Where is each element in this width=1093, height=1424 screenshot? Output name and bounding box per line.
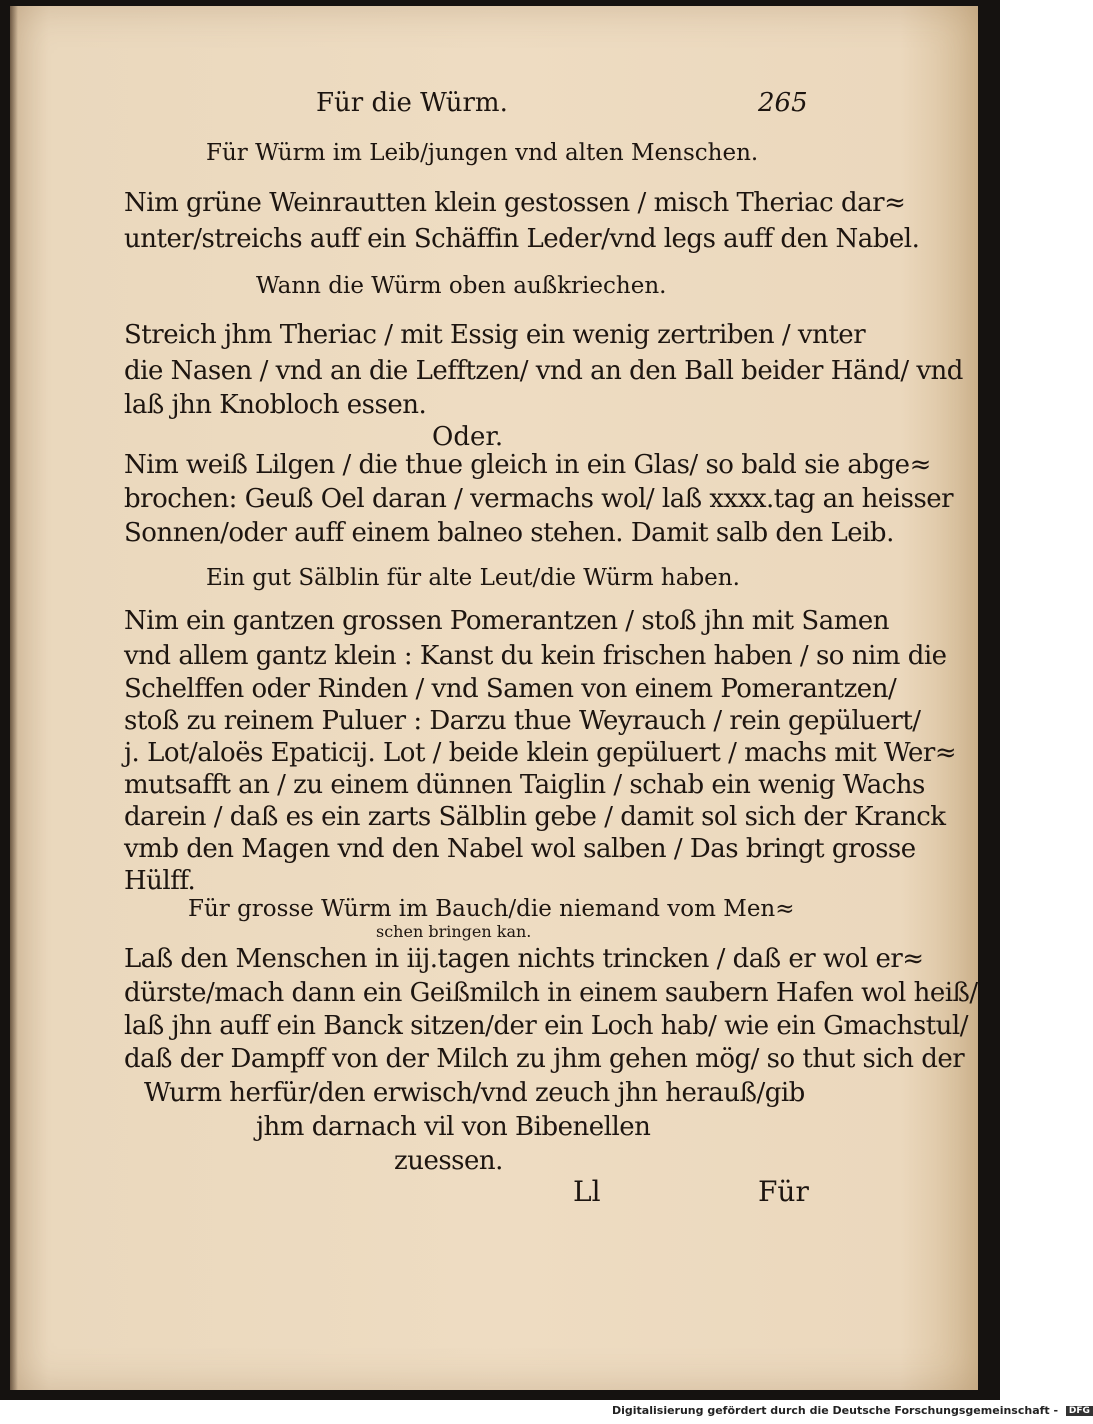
- section-heading-3: Oder.: [432, 422, 504, 452]
- body-line: Nim grüne Weinrautten klein gestossen / misch Theriac dar≈: [124, 188, 906, 218]
- catchword: Für: [758, 1175, 809, 1208]
- body-line: laß jhn Knobloch essen.: [124, 390, 427, 420]
- body-line: daß der Dampff von der Milch zu jhm gehen mög/ so thut sich der: [124, 1044, 965, 1074]
- section-heading-5-cont: schen bringen kan.: [376, 922, 532, 941]
- section-heading-5: Für grosse Würm im Bauch/die niemand vom Men≈: [188, 896, 795, 922]
- section-heading-4: Ein gut Sälblin für alte Leut/die Würm haben.: [206, 565, 740, 591]
- body-line: j. Lot/aloës Epaticij. Lot / beide klein gepüluert / machs mit Wer≈: [124, 738, 957, 768]
- page-gutter: [10, 6, 18, 1390]
- body-line: mutsafft an / zu einem dünnen Taiglin / schab ein wenig Wachs: [124, 770, 925, 800]
- body-line: vmb den Magen vnd den Nabel wol salben / Das bringt grosse: [124, 834, 916, 864]
- page-number: 265: [758, 88, 808, 118]
- body-line: vnd allem gantz klein : Kanst du kein frischen haben / so nim die: [124, 641, 947, 671]
- body-line: Wurm herfür/den erwisch/vnd zeuch jhn herauß/gib: [144, 1078, 805, 1108]
- body-line: Hülff.: [124, 866, 196, 896]
- section-heading-1: Für Würm im Leib/jungen vnd alten Menschen.: [206, 140, 759, 166]
- section-heading-2: Wann die Würm oben außkriechen.: [256, 273, 667, 299]
- body-line: zuessen.: [394, 1146, 503, 1176]
- body-line: brochen: Geuß Oel daran / vermachs wol/ laß xxxx.tag an heisser: [124, 484, 954, 514]
- body-line: die Nasen / vnd an die Lefftzen/ vnd an den Ball beider Händ/ vnd: [124, 356, 963, 386]
- body-line: Schelffen oder Rinden / vnd Samen von einem Pomerantzen/: [124, 674, 897, 704]
- running-header: Für die Würm.: [316, 88, 508, 118]
- body-line: Sonnen/oder auff einem balneo stehen. Damit salb den Leib.: [124, 518, 894, 548]
- body-line: Streich jhm Theriac / mit Essig ein wenig zertriben / vnter: [124, 320, 866, 350]
- body-line: Nim weiß Lilgen / die thue gleich in ein Glas/ so bald sie abge≈: [124, 450, 931, 480]
- body-line: Laß den Menschen in iij.tagen nichts trincken / daß er wol er≈: [124, 944, 924, 974]
- body-line: darein / daß es ein zarts Sälblin gebe / damit sol sich der Kranck: [124, 802, 946, 832]
- digitization-footer: [612, 1404, 1093, 1417]
- body-line: stoß zu reinem Puluer : Darzu thue Weyrauch / rein gepüluert/: [124, 706, 921, 736]
- body-line: unter/streichs auff ein Schäffin Leder/vnd legs auff den Nabel.: [124, 224, 920, 254]
- body-line: jhm darnach vil von Bibenellen: [256, 1112, 651, 1142]
- body-line: laß jhn auff ein Banck sitzen/der ein Loch hab/ wie ein Gmachstul/: [124, 1011, 968, 1041]
- footer-text: Digitalisierung gefördert durch die Deutsche Forschungsgemeinschaft -: [612, 1404, 1059, 1417]
- signature-mark: Ll: [573, 1175, 601, 1208]
- dfg-logo: DFG: [1066, 1406, 1093, 1416]
- body-line: Nim ein gantzen grossen Pomerantzen / stoß jhn mit Samen: [124, 606, 889, 636]
- body-line: dürste/mach dann ein Geißmilch in einem saubern Hafen wol heiß/: [124, 978, 978, 1008]
